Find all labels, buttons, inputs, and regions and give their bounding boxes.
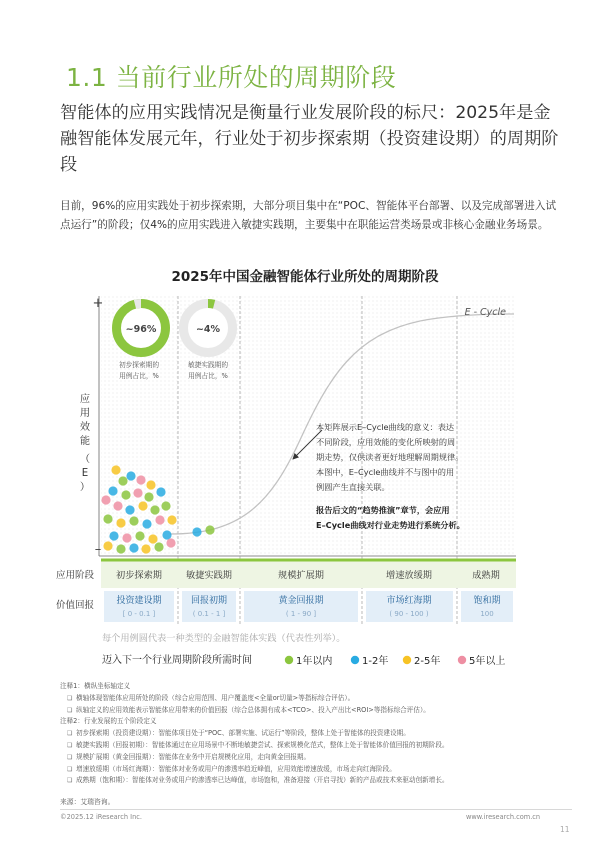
stage-label: 初步探索期 [116,570,162,581]
donut-right-caption-2: 用例占比，% [188,372,228,380]
use-case-bubble [103,514,112,523]
stage-label: 规模扩展期 [278,570,324,581]
y-axis-label-char: 效 [79,422,91,433]
legend [285,654,506,667]
y-axis-label-char: 能 [79,436,91,447]
legend-swatch [351,656,359,664]
use-case-bubble [101,495,110,504]
use-case-bubble [166,538,175,547]
donut-right-fill [208,304,214,305]
use-case-bubble [192,527,201,536]
page-heading: 智能体的应用实践情况是衡量行业发展阶段的标尺：2025年是金融智能体发展元年，行业处于初步探索期（投资建设期）的周期阶段 [60,103,559,175]
legend-swatch [285,656,293,664]
note-2-heading: 注释2：行业发展的五个阶段定义 [60,717,157,726]
use-case-bubble [161,501,170,510]
legend-label: 5年以上 [469,656,506,667]
legend-label: 1年以内 [296,656,333,667]
annotation-1-line: 不同阶段，应用效能的变化所映射的周 [316,437,456,447]
y-axis-minus: – [94,542,102,557]
return-name: 饱和期 [473,596,501,606]
e-cycle-label: E - Cycle [464,307,506,318]
note-item: ❏ 敏捷实践期（回报初期）：智能体通过在应用场景中不断地敏捷尝试、探索规模化范式，整体上处于智能体价值回报的初期阶段。 [60,740,580,752]
annotation-2-line: 报告后文的“趋势推演”章节，会应用 [316,505,450,515]
use-case-bubble [146,480,155,489]
note-item: ❏ 规模扩展期（黄金回报期）：智能体在业务中开启规模化应用，走向黄金回报期。 [60,752,580,764]
use-case-bubble [162,530,171,539]
use-case-bubble [135,531,144,540]
page-number: 11 [560,825,570,834]
note-item: ❏ 初步探索期（投资建设期）：智能体项目处于“POC、部署实施、试运行”等阶段，整体上处于智能体的投资建设期。 [60,728,580,740]
note-item: ❏ 横轴体现智能体应用所处的阶段（综合应用范围、用户覆盖度<全量or切量>等指标综合评估）。 [60,693,580,705]
use-case-bubble [133,488,142,497]
notes-section [60,681,580,787]
donut-left-gap [135,304,141,305]
return-row-label: 价值回报 [56,600,95,611]
note-item: ❏ 增速放缓期（市场红海期）：智能体对业务或用户的渗透率趋近峰值，应用效能增速放缓，市场走向红海阶段。 [60,764,580,776]
donut-right-value: ~4% [195,324,221,335]
use-case-bubble [205,525,214,534]
legend-swatch [403,656,411,664]
y-axis-label-char: （ [79,454,91,465]
use-case-bubble [138,501,147,510]
use-case-bubble [154,542,163,551]
return-range: ( 0.1 - 1 ] [192,610,226,618]
y-axis-label [80,392,90,493]
legend-label: 2-5年 [414,656,441,667]
return-range: [ 0 - 0.1 ] [122,610,156,618]
use-case-bubble [150,505,159,514]
y-axis-plus: + [92,296,104,311]
use-case-bubble [108,486,117,495]
use-case-bubble [156,487,165,496]
use-case-bubble [111,465,120,474]
annotation-1-line: 例圆产生直接关联。 [316,482,390,492]
return-name: 市场红海期 [386,596,432,606]
donut-left-caption-1: 初步探索期的 [118,361,160,369]
stage-label: 敏捷实践期 [186,570,232,581]
use-case-bubble [144,492,153,501]
website-link[interactable]: www.iresearch.com.cn [466,813,541,821]
legend-swatch [458,656,466,664]
annotation-1-line: 本图中，E–Cycle曲线并不与图中的用 [316,467,455,477]
use-case-bubble [116,518,125,527]
legend-title: 迈入下一个行业周期阶段所需时间 [102,655,252,666]
return-name: 黄金回报期 [278,596,324,606]
use-case-bubble [109,531,118,540]
footer-divider [60,809,572,810]
donut-left-value: ~96% [125,324,157,335]
use-case-bubble [103,541,112,550]
use-case-bubble [141,544,150,553]
return-range: ( 90 - 100 ) [389,610,429,618]
annotation-2-line: E–Cycle曲线对行业走势进行系统分析。 [316,520,465,530]
annotation-1-line: 本矩阵展示E–Cycle曲线的意义：表达 [316,422,455,432]
y-axis-label-char: 用 [79,408,91,419]
note-item: ❏ 成熟期（饱和期）：智能体对业务或用户的渗透率已达峰值，市场饱和，准备迎接（开启寻找）新的产品或技术来驱动创新增长。 [60,775,580,787]
use-case-bubble [148,534,157,543]
stage-label: 增速放缓期 [386,570,432,581]
y-axis-label-char: E [81,468,89,479]
use-case-bubble [125,505,134,514]
use-case-bubble [167,515,176,524]
chart-title: 2025年中国金融智能体行业所处的周期阶段 [171,269,439,285]
return-name: 回报初期 [190,596,228,606]
y-axis-label-char: ） [79,482,91,493]
intro-paragraph: 目前，96%的应用实践处于初步探索期，大部分项目集中在“POC、智能体平台部署、以及完成部署进入试点运行”的阶段；仅4%的应用实践进入敏捷实践期，主要集中在职能运营类场景或非核心金融业务场景。 [60,200,557,231]
stage-row-label: 应用阶段 [56,570,95,581]
stage-label: 成熟期 [472,570,500,581]
chart-footnote: 每个用例圆代表一种类型的金融智能体实践（代表性列举）。 [102,633,346,644]
return-name: 投资建设期 [116,596,162,606]
use-case-bubble [126,471,135,480]
use-case-bubble [155,515,164,524]
y-axis-label-char: 应 [79,394,91,405]
source-note: 来源：艾瑞咨询。 [60,798,115,806]
donut-left-caption-2: 用例占比，% [119,372,159,380]
use-case-bubble [122,533,131,542]
section-title: 1.1 当前行业所处的周期阶段 [66,63,397,92]
use-case-bubble [129,516,138,525]
use-case-bubble [142,519,151,528]
return-range: ( 1 - 90 ] [285,610,317,618]
use-case-bubble [116,544,125,553]
note-item: ❏ 纵轴定义的应用效能表示智能体应用带来的价值回报（综合总体拥有成本<TCO>、投入产出比<ROI>等指标综合评估）。 [60,705,580,717]
return-range: 100 [480,610,494,618]
annotation-1-line: 期走势，仅供读者更好地理解周期规律。 [316,452,464,462]
use-case-bubble [121,490,130,499]
use-case-bubble [118,476,127,485]
legend-label: 1-2年 [362,656,389,667]
use-case-bubble [136,475,145,484]
copyright: ©2025.12 iResearch Inc. [60,813,142,821]
use-case-bubble [129,543,138,552]
donut-right-caption-1: 敏捷实践期的 [187,361,229,369]
use-case-bubble [113,501,122,510]
note-1-heading: 注释1：横纵坐标轴定义 [60,682,131,690]
